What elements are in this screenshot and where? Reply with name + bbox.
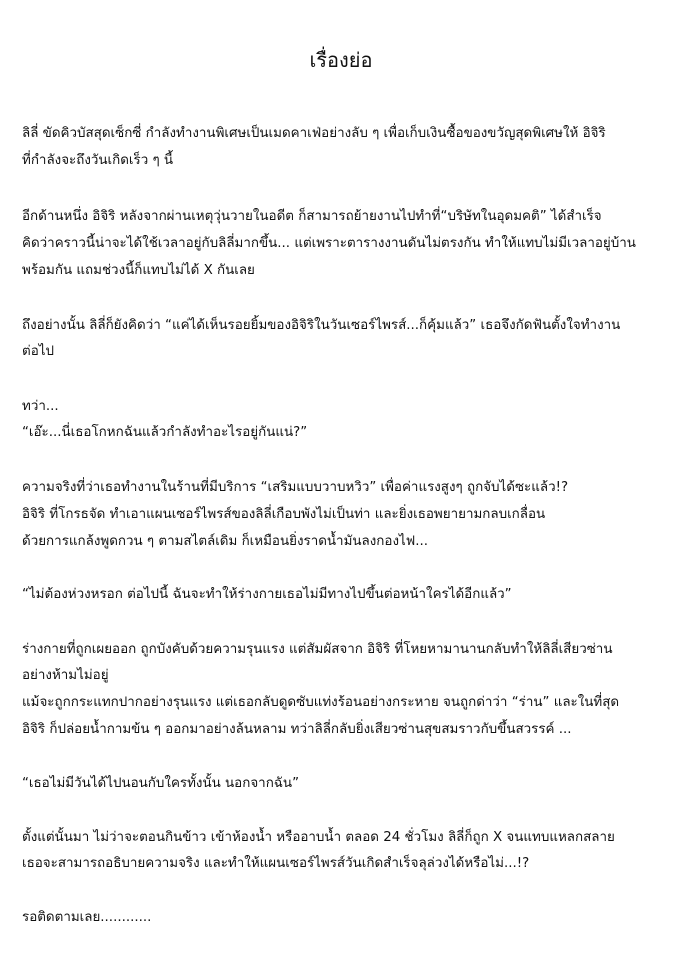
document-title: เรื่องย่อ	[309, 48, 373, 72]
text-line: ร่างกายที่ถูกเผยออก ถูกบังคับด้วยความรุนแรง แต่สัมผัสจาก อิจิริ ที่โหยหามานานกลับทำให้ลิลี่เสียวซ่าน	[22, 642, 613, 657]
text-line: รอติดตามเลย............	[22, 910, 152, 925]
text-line: เธอจะสามารถอธิบายความจริง และทำให้แผนเซอร์ไพรส์วันเกิดสำเร็จลุล่วงได้หรือไม่...!?	[22, 856, 530, 871]
text-line: คิดว่าคราวนี้น่าจะได้ใช้เวลาอยู่กับลิลี่มากขึ้น... แต่เพราะตารางงานดันไม่ตรงกัน ทำให้แทบไม่มีเวลาอยู่บ้าน	[22, 236, 636, 251]
text-line: ตั้งแต่นั้นมา ไม่ว่าจะตอนกินข้าว เข้าห้องน้ำ หรืออาบน้ำ ตลอด 24 ชั่วโมง ลิลี่ก็ถูก X จนแทบแหลกสลาย	[22, 830, 615, 845]
text-line: อย่างห้ามไม่อยู่	[22, 668, 109, 683]
text-line: “เธอไม่มีวันได้ไปนอนกับใครทั้งนั้น นอกจากฉัน”	[22, 776, 300, 791]
text-line: อิจิริ ที่โกรธจัด ทำเอาแผนเซอร์ไพรส์ของลิลี่เกือบพังไม่เป็นท่า และยิ่งเธอพยายามกลบเกลื่อน	[22, 507, 546, 522]
text-line: “ไม่ต้องห่วงหรอก ต่อไปนี้ ฉันจะทำให้ร่างกายเธอไม่มีทางไปขึ้นต่อหน้าใครได้อีกแล้ว”	[22, 587, 512, 602]
text-line: ที่กำลังจะถึงวันเกิดเร็ว ๆ นี้	[22, 153, 174, 168]
text-line: ด้วยการแกล้งพูดกวน ๆ ตามสไตล์เดิม ก็เหมือนยิ่งราดน้ำมันลงกองไฟ...	[22, 534, 428, 549]
text-line: อิจิริ ก็ปล่อยน้ำกามข้น ๆ ออกมาอย่างล้นหลาม ทว่าลิลี่กลับยิ่งเสียวซ่านสุขสมราวกับขึ้นสวรรค์ ...	[22, 722, 572, 737]
text-line: “เอ๊ะ...นี่เธอโกหกฉันแล้วกำลังทำอะไรอยู่กันแน่?”	[22, 425, 308, 440]
text-line: แม้จะถูกกระแทกปากอย่างรุนแรง แต่เธอกลับดูดซับแท่งร้อนอย่างกระหาย จนถูกด่าว่า “ร่าน” และในที่สุด	[22, 695, 620, 710]
text-line: ความจริงที่ว่าเธอทำงานในร้านที่มีบริการ “เสริมแบบวาบหวิว” เพื่อค่าแรงสูงๆ ถูกจับได้ซะแล้ว!?	[22, 480, 569, 495]
text-line: อีกด้านหนึ่ง อิจิริ หลังจากผ่านเหตุวุ่นวายในอดีต ก็สามารถย้ายงานไปทำที่“บริษัทในอุดมคติ” ได้สำเร็จ	[22, 209, 602, 224]
text-line: ทว่า...	[22, 399, 59, 414]
text-line: ถึงอย่างนั้น ลิลี่ก็ยังคิดว่า “แค่ได้เห็นรอยยิ้มของอิจิริในวันเซอร์ไพรส์...ก็คุ้มแล้ว” เธอจึงกัดฟันตั้งใจทำงาน	[22, 318, 621, 333]
text-line: ต่อไป	[22, 344, 54, 359]
text-line: ลิลี่ ขัดคิวบัสสุดเซ็กซี่ กำลังทำงานพิเศษเป็นเมดคาเฟ่อย่างลับ ๆ เพื่อเก็บเงินซื้อของขวัญสุดพิเศษให้ อิจิริ	[22, 126, 606, 141]
text-line: พร้อมกัน แถมช่วงนี้ก็แทบไม่ได้ X กันเลย	[22, 263, 255, 278]
